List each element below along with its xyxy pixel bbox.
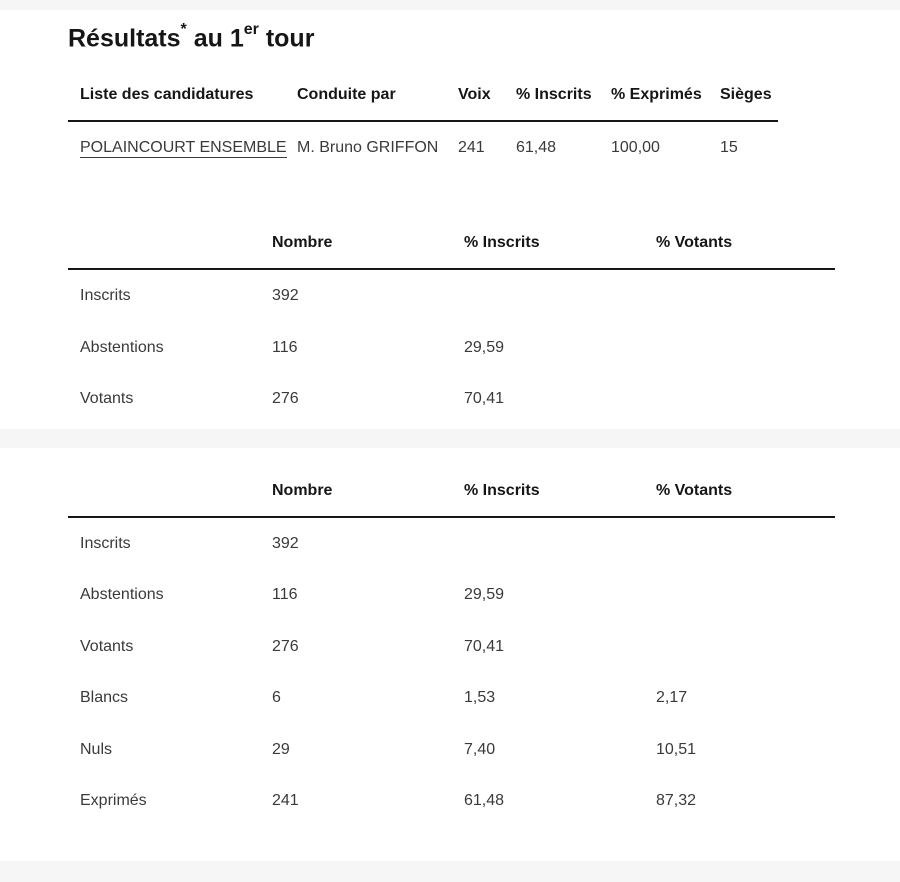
row-label: Nuls [80,741,113,758]
table-header-rule [68,268,835,270]
inscrits-cell: 7,40 [464,741,496,758]
votants-cell: 2,17 [656,689,688,706]
row-label: Votants [80,390,134,407]
page-title: Résultats* au 1er tour [68,21,315,53]
list-link[interactable]: POLAINCOURT ENSEMBLE [80,139,287,156]
header-nombre: Nombre [272,482,333,499]
header-inscrits: % Inscrits [464,234,540,251]
header-conduite: Conduite par [297,86,396,103]
nombre-cell: 241 [272,792,299,809]
row-label: Blancs [80,689,129,706]
list-name-cell [80,138,287,158]
nombre-cell: 116 [272,586,298,603]
votants-cell: 87,32 [656,792,697,809]
table-header-rule [68,516,835,518]
row-label: Abstentions [80,586,164,603]
conduite-cell: M. Bruno GRIFFON [297,139,439,156]
nombre-cell: 29 [272,741,290,758]
inscrits-cell: 70,41 [464,390,505,407]
inscrits-cell: 1,53 [464,689,496,706]
header-votants: % Votants [656,482,733,499]
nombre-cell: 276 [272,390,299,407]
nombre-cell: 116 [272,339,298,356]
nombre-cell: 392 [272,287,299,304]
header-votants: % Votants [656,234,733,251]
row-label: Exprimés [80,792,147,809]
table-header-rule [68,120,778,122]
header-liste: Liste des candidatures [80,86,254,103]
row-label: Abstentions [80,339,164,356]
row-label: Inscrits [80,287,131,304]
exprimes-cell: 100,00 [611,139,660,156]
nombre-cell: 276 [272,638,299,655]
row-label: Inscrits [80,535,131,552]
results-panel-top [0,10,900,429]
results-panel-bottom [0,448,900,861]
header-inscrits: % Inscrits [516,86,592,103]
votants-cell: 10,51 [656,741,697,758]
inscrits-cell: 61,48 [464,792,505,809]
row-label: Votants [80,638,134,655]
header-exprimes: % Exprimés [611,86,702,103]
nombre-cell: 392 [272,535,299,552]
header-nombre: Nombre [272,234,333,251]
inscrits-cell: 29,59 [464,339,505,356]
voix-cell: 241 [458,139,485,156]
sieges-cell: 15 [720,139,738,156]
header-voix: Voix [458,86,491,103]
nombre-cell: 6 [272,689,281,706]
header-inscrits: % Inscrits [464,482,540,499]
inscrits-cell: 61,48 [516,139,557,156]
inscrits-cell: 29,59 [464,586,505,603]
inscrits-cell: 70,41 [464,638,505,655]
header-sieges: Sièges [720,86,772,103]
